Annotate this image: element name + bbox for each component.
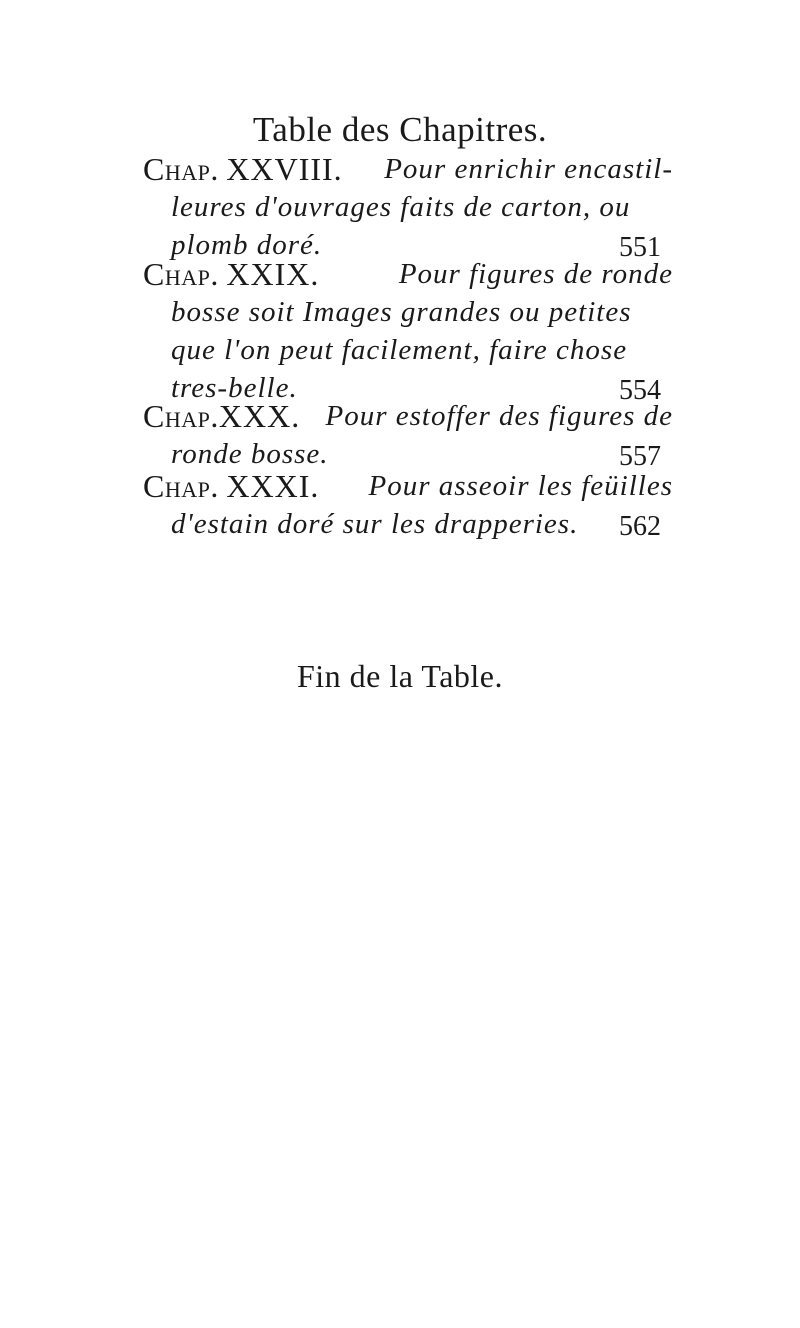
chapter-title-line: plomb doré. bbox=[171, 229, 323, 261]
chapter-number: XXX. bbox=[218, 398, 301, 434]
chapter-title-line: tres-belle. bbox=[171, 372, 298, 404]
page-number: 557 bbox=[619, 441, 661, 472]
chapter-heading bbox=[143, 150, 343, 188]
chapter-label: Chap. bbox=[143, 468, 219, 504]
toc-entry-chapter-28 bbox=[143, 150, 673, 264]
chapter-label: Chap. bbox=[143, 151, 219, 187]
page-number: 551 bbox=[619, 232, 661, 263]
chapter-title-line: bosse soit Images grandes ou petites bbox=[171, 296, 632, 328]
page-number: 562 bbox=[619, 511, 661, 542]
chapter-heading bbox=[143, 467, 319, 505]
toc-line bbox=[143, 255, 673, 293]
end-of-table: Fin de la Table. bbox=[296, 658, 503, 694]
toc-line bbox=[143, 505, 673, 543]
chapter-heading bbox=[143, 255, 319, 293]
chapter-title-line: d'estain doré sur les drapperies. bbox=[171, 508, 579, 540]
chapter-number: XXXI. bbox=[226, 468, 320, 504]
chapter-title-line: que l'on peut facilement, faire chose bbox=[171, 334, 628, 366]
chapter-number: XXIX. bbox=[226, 256, 320, 292]
toc-line bbox=[143, 293, 673, 331]
chapter-label: Chap. bbox=[143, 256, 219, 292]
chapter-title-line: Pour enrichir encastil- bbox=[384, 153, 673, 185]
chapter-label: Chap. bbox=[143, 398, 219, 434]
toc-line bbox=[143, 467, 673, 505]
toc-line bbox=[143, 331, 673, 369]
toc-line bbox=[143, 150, 673, 188]
toc-entry-chapter-30 bbox=[143, 397, 673, 473]
running-head: Table des Chapitres. bbox=[252, 110, 548, 149]
toc-line bbox=[143, 397, 673, 435]
chapter-title-line: Pour asseoir les feüilles bbox=[368, 470, 673, 502]
chapter-number: XXVIII. bbox=[226, 151, 343, 187]
chapter-title-line: leures d'ouvrages faits de carton, ou bbox=[171, 191, 631, 223]
chapter-title-line: Pour figures de ronde bbox=[398, 258, 673, 290]
page-number: 554 bbox=[619, 375, 661, 406]
toc-entry-chapter-31 bbox=[143, 467, 673, 543]
chapter-title-line: Pour estoffer des figures de bbox=[325, 400, 673, 432]
chapter-heading bbox=[143, 397, 300, 435]
toc-entry-chapter-29 bbox=[143, 255, 673, 407]
toc-line bbox=[143, 188, 673, 226]
chapter-title-line: ronde bosse. bbox=[171, 438, 329, 470]
